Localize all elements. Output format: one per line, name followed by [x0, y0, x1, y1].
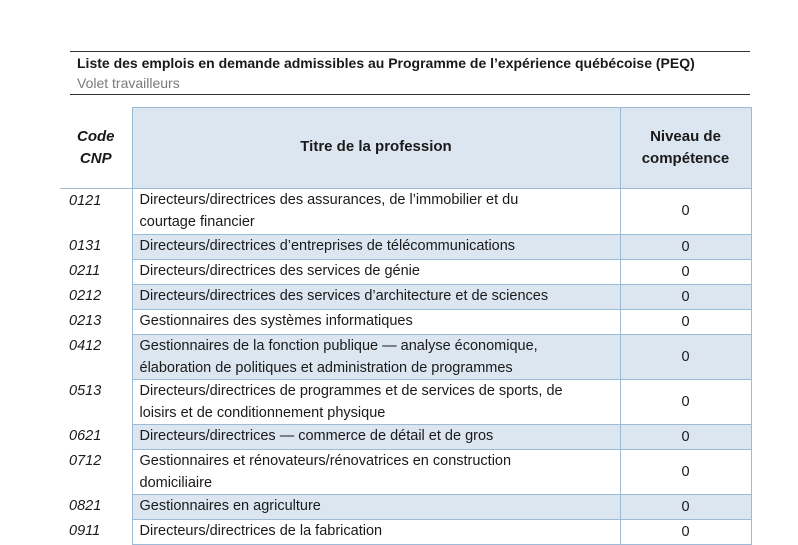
profession-title	[132, 449, 620, 494]
cnp-code: 0712	[69, 453, 102, 469]
profession-title	[132, 189, 620, 235]
cnp-code: 0121	[69, 193, 102, 209]
table-header-row	[60, 108, 751, 189]
profession-title	[132, 379, 620, 424]
cnp-code: 0212	[69, 288, 102, 304]
skill-level: 0	[620, 334, 751, 379]
profession-title-line2: loisirs et de conditionnement physique	[139, 404, 386, 421]
table-row	[60, 189, 751, 235]
skill-level: 0	[620, 259, 751, 284]
cnp-code: 0211	[69, 263, 101, 279]
skill-level: 0	[620, 284, 751, 309]
cnp-code: 0131	[69, 238, 102, 254]
header-code-cnp	[60, 108, 132, 189]
cnp-code: 0513	[69, 383, 102, 399]
profession-title	[132, 259, 620, 284]
profession-title-line1: Directeurs/directrices — commerce de détail et de gros	[139, 427, 494, 444]
skill-level: 0	[620, 494, 751, 519]
table-row	[60, 284, 751, 309]
profession-title-line1: Directeurs/directrices de programmes et de services de sports, de	[139, 382, 563, 399]
header-code-line2: CNP	[79, 149, 112, 167]
profession-title-line1: Gestionnaires des systèmes informatiques	[139, 312, 413, 329]
table-row	[60, 424, 751, 449]
skill-level: 0	[620, 234, 751, 259]
jobs-table	[60, 107, 752, 545]
skill-level: 0	[620, 424, 751, 449]
document-header	[70, 51, 750, 95]
header-level-line2: compétence	[641, 150, 730, 167]
table-row	[60, 259, 751, 284]
table-row	[60, 379, 751, 424]
profession-title	[132, 309, 620, 334]
profession-title	[132, 334, 620, 379]
profession-title-line1: Gestionnaires de la fonction publique — analyse économique,	[139, 337, 538, 354]
table-row	[60, 449, 751, 494]
cnp-code: 0911	[69, 523, 101, 539]
profession-title-line2: courtage financier	[139, 214, 255, 230]
profession-title-line1: Directeurs/directrices des assurances, de l’immobilier et du	[139, 192, 519, 208]
table-row	[60, 494, 751, 519]
profession-title-line1: Directeurs/directrices de la fabrication	[139, 522, 383, 539]
profession-title	[132, 234, 620, 259]
skill-level: 0	[620, 449, 751, 494]
document-subtitle: Volet travailleurs	[77, 75, 180, 91]
skill-level: 0	[620, 379, 751, 424]
profession-title	[132, 284, 620, 309]
profession-title-line1: Directeurs/directrices des services d’architecture et de sciences	[139, 287, 549, 304]
cnp-code: 0213	[69, 313, 102, 329]
profession-title-line1: Gestionnaires et rénovateurs/rénovatrices en construction	[139, 452, 512, 469]
table-row	[60, 309, 751, 334]
skill-level: 0	[620, 189, 751, 235]
header-level	[620, 108, 751, 189]
document-title: Liste des emplois en demande admissibles au Programme de l’expérience québécoise (PEQ)	[77, 55, 695, 71]
profession-title-line1: Gestionnaires en agriculture	[139, 497, 321, 514]
table-body	[60, 189, 751, 545]
table-row	[60, 519, 751, 544]
header-title: Titre de la profession	[132, 108, 620, 189]
profession-title-line2: élaboration de politiques et administration de programmes	[139, 359, 513, 376]
cnp-code: 0412	[69, 338, 102, 354]
profession-title-line1: Directeurs/directrices des services de génie	[139, 262, 420, 279]
skill-level: 0	[620, 309, 751, 334]
profession-title-line2: domiciliaire	[139, 474, 213, 491]
header-level-line1: Niveau de	[650, 128, 721, 145]
table-row	[60, 234, 751, 259]
profession-title-line1: Directeurs/directrices d’entreprises de télécommunications	[139, 237, 516, 254]
table-row	[60, 334, 751, 379]
profession-title	[132, 519, 620, 544]
cnp-code: 0621	[69, 428, 102, 444]
cnp-code: 0821	[69, 498, 102, 514]
skill-level: 0	[620, 519, 751, 544]
profession-title	[132, 494, 620, 519]
header-code-line1: Code	[77, 127, 115, 145]
profession-title	[132, 424, 620, 449]
